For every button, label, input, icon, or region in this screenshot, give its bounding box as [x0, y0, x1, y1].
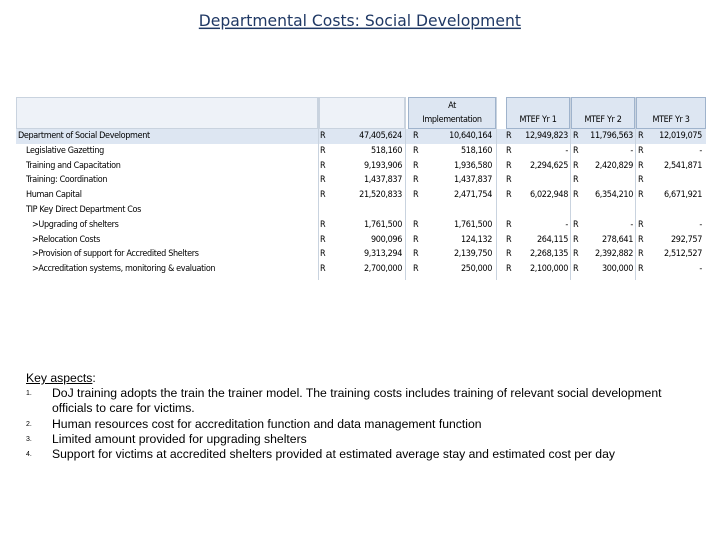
key-aspect-item — [26, 386, 696, 416]
row-label: >Relocation Costs — [32, 234, 100, 245]
currency-cell: R — [573, 190, 579, 201]
key-aspects-heading — [26, 371, 696, 386]
amount-cell: 2,700,000 — [363, 264, 402, 275]
header-mtef2 — [571, 97, 635, 129]
amount-cell: 518,160 — [460, 145, 492, 156]
amount-cell: - — [565, 145, 568, 156]
header-mtef1 — [506, 97, 570, 129]
table-row — [16, 129, 706, 144]
amount-cell: 10,640,164 — [449, 131, 492, 141]
currency-cell: R — [413, 175, 419, 186]
row-label: Department of Social Development — [18, 131, 150, 141]
table-row — [16, 233, 706, 248]
amount-cell: 6,671,921 — [663, 190, 702, 201]
table-row — [16, 159, 706, 174]
amount-cell: 2,392,882 — [594, 249, 633, 260]
currency-cell: R — [506, 234, 512, 245]
currency-cell: R — [638, 234, 644, 245]
key-aspects-list — [26, 386, 696, 462]
currency-cell: R — [413, 160, 419, 171]
title-area — [0, 0, 720, 50]
currency-cell: R — [413, 234, 419, 245]
table-row — [16, 144, 706, 159]
amount-cell: 2,139,750 — [453, 249, 492, 260]
key-aspects-title: Key aspects — [26, 371, 93, 385]
currency-cell: R — [413, 145, 419, 156]
amount-cell: 47,405,624 — [359, 131, 402, 141]
header-mtef1-label: MTEF Yr 1 — [519, 115, 557, 125]
currency-cell: R — [506, 175, 512, 186]
currency-cell: R — [573, 249, 579, 260]
row-label: Training and Capacitation — [26, 160, 121, 171]
key-aspect-text: DoJ training adopts the train the trainer model. The training costs includes training of relevant social development officials to care for victims. — [52, 386, 662, 416]
currency-cell: R — [506, 264, 512, 275]
currency-cell: R — [413, 219, 419, 230]
key-aspect-number: 1. — [26, 390, 32, 398]
header-mtef3-label: MTEF Yr 3 — [652, 115, 690, 125]
currency-cell: R — [320, 190, 326, 201]
amount-cell: 1,437,837 — [453, 175, 492, 186]
currency-cell: R — [638, 219, 644, 230]
table-row — [16, 218, 706, 233]
amount-cell: 11,796,563 — [590, 131, 633, 141]
amount-cell: 1,761,500 — [453, 219, 492, 230]
amount-cell: - — [565, 219, 568, 230]
table-row — [16, 188, 706, 203]
currency-cell: R — [320, 249, 326, 260]
amount-cell: 2,268,135 — [529, 249, 568, 260]
table-row — [16, 203, 706, 218]
currency-cell: R — [638, 190, 644, 201]
row-label: >Provision of support for Accredited Shelters — [32, 249, 199, 260]
currency-cell: R — [506, 190, 512, 201]
header-total-blank — [319, 97, 405, 129]
key-aspect-text: Limited amount provided for upgrading shelters — [52, 431, 307, 446]
amount-cell: 250,000 — [460, 264, 492, 275]
amount-cell: 2,100,000 — [529, 264, 568, 275]
amount-cell: 2,294,625 — [529, 160, 568, 171]
amount-cell: 9,313,294 — [363, 249, 402, 260]
currency-cell: R — [320, 264, 326, 275]
header-mtef2-label: MTEF Yr 2 — [584, 115, 622, 125]
amount-cell: 124,132 — [460, 234, 492, 245]
amount-cell: - — [699, 264, 702, 275]
table-row — [16, 247, 706, 262]
column-divider — [635, 97, 636, 280]
currency-cell: R — [413, 249, 419, 260]
currency-cell: R — [506, 249, 512, 260]
header-implementation — [408, 97, 496, 129]
key-aspect-number: 2. — [26, 420, 32, 428]
currency-cell: R — [320, 175, 326, 186]
amount-cell: 21,520,833 — [359, 190, 402, 201]
key-aspect-number: 3. — [26, 435, 32, 443]
amount-cell: 2,541,871 — [663, 160, 702, 171]
amount-cell: - — [699, 219, 702, 230]
currency-cell: R — [638, 249, 644, 260]
currency-cell: R — [573, 131, 579, 141]
table-header — [16, 97, 706, 129]
amount-cell: 9,193,906 — [363, 160, 402, 171]
currency-cell: R — [573, 145, 579, 156]
currency-cell: R — [573, 160, 579, 171]
column-divider — [570, 97, 571, 280]
amount-cell: 6,022,948 — [529, 190, 568, 201]
key-aspect-number: 4. — [26, 451, 32, 459]
header-mtef3 — [636, 97, 706, 129]
amount-cell: 900,096 — [370, 234, 402, 245]
row-label: Training: Coordination — [26, 175, 108, 186]
row-label: Human Capital — [26, 190, 82, 201]
amount-cell: 2,512,527 — [663, 249, 702, 260]
amount-cell: - — [630, 219, 633, 230]
amount-cell: 278,641 — [601, 234, 633, 245]
amount-cell: 300,000 — [601, 264, 633, 275]
table-row — [16, 173, 706, 188]
currency-cell: R — [638, 145, 644, 156]
amount-cell: 2,471,754 — [453, 190, 492, 201]
header-blank — [16, 97, 318, 129]
row-label: >Upgrading of shelters — [32, 219, 119, 230]
currency-cell: R — [573, 234, 579, 245]
amount-cell: 518,160 — [370, 145, 402, 156]
column-divider — [405, 97, 406, 280]
key-aspect-item — [26, 447, 696, 462]
column-divider — [318, 97, 319, 280]
currency-cell: R — [506, 160, 512, 171]
row-label: >Accreditation systems, monitoring & evaluation — [32, 264, 216, 275]
cost-table — [16, 97, 706, 280]
currency-cell: R — [573, 219, 579, 230]
amount-cell: 2,420,829 — [594, 160, 633, 171]
currency-cell: R — [320, 145, 326, 156]
table-row — [16, 262, 706, 277]
amount-cell: 1,437,837 — [363, 175, 402, 186]
amount-cell: 264,115 — [536, 234, 568, 245]
currency-cell: R — [413, 131, 419, 141]
header-implementation-line1: At — [448, 101, 456, 111]
currency-cell: R — [638, 264, 644, 275]
currency-cell: R — [638, 160, 644, 171]
amount-cell: 1,936,580 — [453, 160, 492, 171]
currency-cell: R — [638, 131, 644, 141]
key-aspect-item — [26, 432, 696, 447]
currency-cell: R — [506, 145, 512, 156]
key-aspect-text: Human resources cost for accreditation function and data management function — [52, 416, 482, 431]
amount-cell: 12,019,075 — [659, 131, 702, 141]
currency-cell: R — [638, 175, 644, 186]
row-label: Legislative Gazetting — [26, 145, 104, 156]
currency-cell: R — [320, 219, 326, 230]
currency-cell: R — [413, 190, 419, 201]
currency-cell: R — [413, 264, 419, 275]
amount-cell: 6,354,210 — [594, 190, 633, 201]
currency-cell: R — [506, 131, 512, 141]
currency-cell: R — [506, 219, 512, 230]
currency-cell: R — [320, 234, 326, 245]
key-aspects — [26, 371, 696, 462]
amount-cell: 292,757 — [670, 234, 702, 245]
currency-cell: R — [573, 175, 579, 186]
key-aspect-item — [26, 417, 696, 432]
column-divider — [496, 97, 497, 280]
currency-cell: R — [320, 160, 326, 171]
currency-cell: R — [573, 264, 579, 275]
currency-cell: R — [320, 131, 326, 141]
key-aspects-colon: : — [92, 371, 96, 385]
key-aspect-text: Support for victims at accredited shelters provided at estimated average stay and estimated cost per day — [52, 447, 615, 462]
amount-cell: 12,949,823 — [525, 131, 568, 141]
header-implementation-line2: Implementation — [422, 115, 482, 125]
page-title: Departmental Costs: Social Development — [198, 12, 521, 30]
amount-cell: 1,761,500 — [363, 219, 402, 230]
row-label: TIP Key Direct Department Cos — [26, 205, 142, 215]
amount-cell: - — [630, 145, 633, 156]
amount-cell: - — [699, 145, 702, 156]
